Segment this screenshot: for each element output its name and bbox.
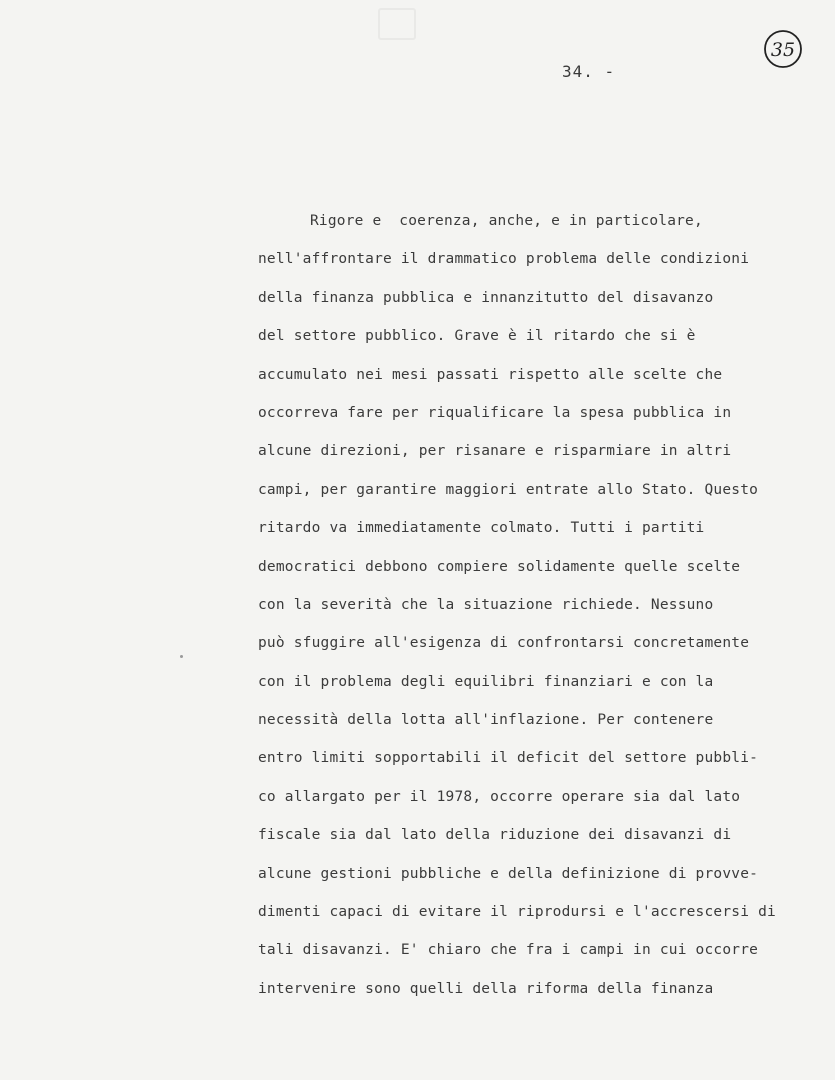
- page-stamp-circle: [762, 28, 804, 70]
- paper-speck: [180, 655, 183, 658]
- text-line-6: occorreva fare per riqualificare la spesa pubblica in: [258, 404, 732, 421]
- text-line-9: ritardo va immediatamente colmato. Tutti i partiti: [258, 520, 705, 537]
- text-line-5: accumulato nei mesi passati rispetto alle scelte che: [258, 366, 723, 383]
- text-line-16: co allargato per il 1978, occorre operare sia dal lato: [258, 788, 741, 805]
- text-line-20: tali disavanzi. E' chiaro che fra i campi in cui occorre: [258, 942, 759, 959]
- page-number: 34. -: [562, 62, 616, 81]
- text-line-15: entro limiti sopportabili il deficit del settore pubbli-: [258, 750, 759, 767]
- text-line-17: fiscale sia dal lato della riduzione dei disavanzi di: [258, 827, 732, 844]
- text-line-10: democratici debbono compiere solidamente quelle scelte: [258, 558, 741, 575]
- text-line-3: della finanza pubblica e innanzitutto del disavanzo: [258, 289, 714, 306]
- text-line-1: Rigore e coerenza, anche, e in particolare,: [310, 213, 703, 229]
- text-line-13: con il problema degli equilibri finanziari e con la: [258, 673, 714, 690]
- text-line-11: con la severità che la situazione richiede. Nessuno: [258, 596, 714, 613]
- text-line-7: alcune direzioni, per risanare e risparmiare in altri: [258, 443, 732, 460]
- text-line-8: campi, per garantire maggiori entrate allo Stato. Questo: [258, 481, 759, 498]
- stamp-number: 35: [770, 39, 796, 61]
- text-line-18: alcune gestioni pubbliche e della definizione di provve-: [258, 865, 759, 882]
- text-line-21: intervenire sono quelli della riforma della finanza: [258, 980, 714, 997]
- text-line-12: può sfuggire all'esigenza di confrontarsi concretamente: [258, 635, 750, 652]
- text-line-4: del settore pubblico. Grave è il ritardo che si è: [258, 328, 696, 345]
- text-line-14: necessità della lotta all'inflazione. Per contenere: [258, 712, 714, 729]
- typed-paragraph: [258, 202, 828, 1008]
- text-line-2: nell'affrontare il drammatico problema delle condizioni: [258, 251, 750, 268]
- text-line-19: dimenti capaci di evitare il riprodursi e l'accrescersi di: [258, 904, 776, 921]
- archive-watermark: [378, 8, 416, 40]
